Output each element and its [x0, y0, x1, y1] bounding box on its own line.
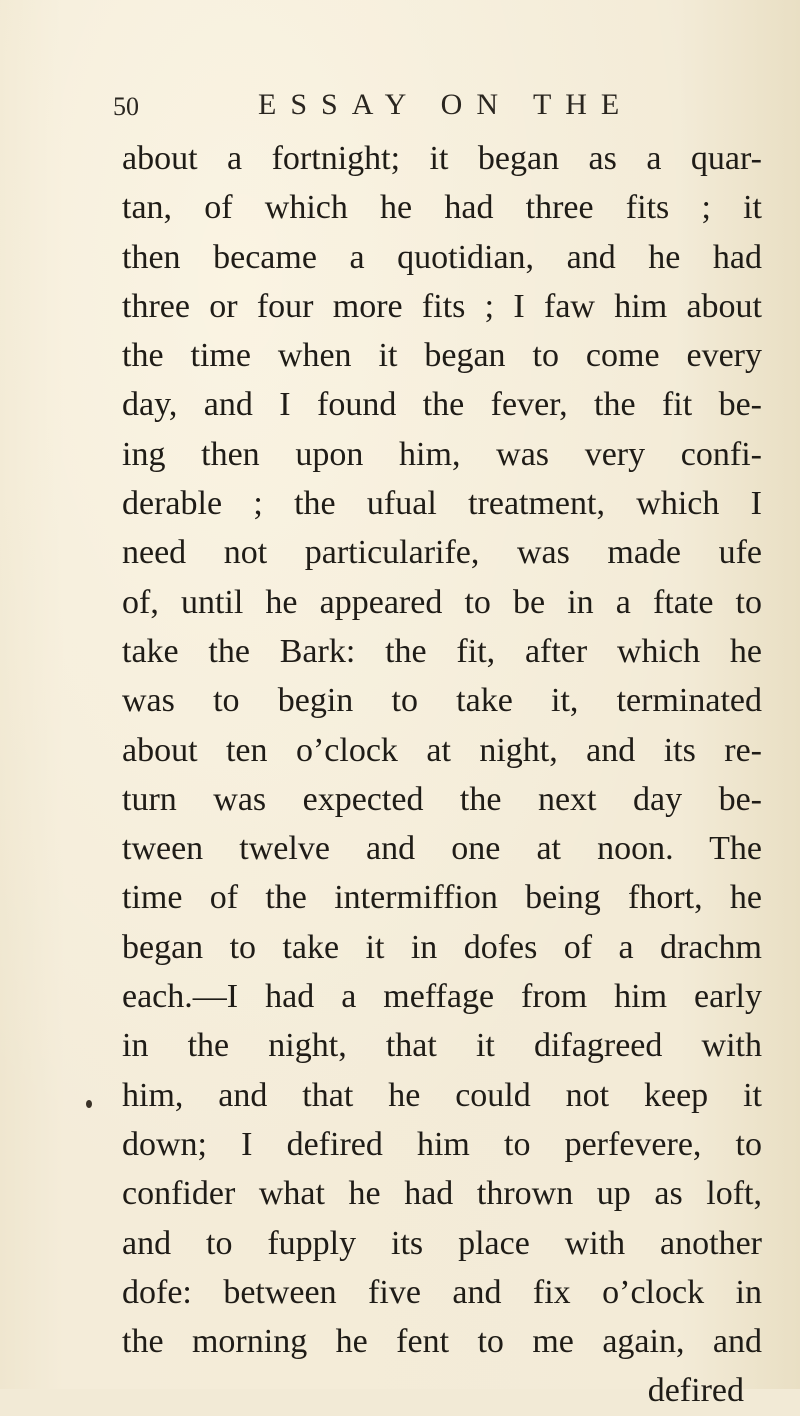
- text-line: ing then upon him, was very confi-: [122, 435, 762, 473]
- text-line: each.—I had a meffage from him early: [122, 978, 762, 1016]
- body-text: [122, 134, 762, 1416]
- text-line: three or four more fits ; I faw him about: [122, 287, 762, 325]
- text-line: time of the intermiffion being fhort, he: [122, 879, 762, 917]
- page-header: [113, 88, 740, 128]
- catchword: defired: [647, 1372, 744, 1410]
- text-line: the morning he fent to me again, and: [122, 1323, 762, 1361]
- text-line: confider what he had thrown up as loft,: [122, 1175, 762, 1213]
- text-line: him, and that he could not keep it: [122, 1076, 762, 1114]
- text-line: then became a quotidian, and he had: [122, 238, 762, 276]
- text-line: about a fortnight; it began as a quar-: [122, 140, 762, 177]
- running-head: ESSAY ON THE: [258, 88, 634, 121]
- text-line: in the night, that it difagreed with: [122, 1027, 762, 1065]
- page-number: 50: [113, 92, 139, 121]
- text-line: began to take it in dofes of a drachm: [122, 928, 762, 966]
- text-line: dofe: between five and fix o’clock in: [122, 1273, 762, 1311]
- text-line: was to begin to take it, terminated: [122, 682, 762, 720]
- text-line: down; I defired him to perfevere, to: [122, 1125, 762, 1163]
- text-line: need not particularife, was made ufe: [122, 534, 762, 572]
- text-line: of, until he appeared to be in a ftate to: [122, 583, 762, 621]
- text-line: tan, of which he had three fits ; it: [122, 189, 762, 227]
- text-line: day, and I found the fever, the fit be-: [122, 386, 762, 424]
- text-line: the time when it began to come every: [122, 337, 762, 375]
- text-line: about ten o’clock at night, and its re-: [122, 731, 762, 769]
- text-line: take the Bark: the fit, after which he: [122, 632, 762, 670]
- text-line: and to fupply its place with another: [122, 1224, 762, 1262]
- text-line: turn was expected the next day be-: [122, 780, 762, 818]
- text-line: tween twelve and one at noon. The: [122, 830, 762, 868]
- text-line: derable ; the ufual treatment, which I: [122, 485, 762, 523]
- ink-speck: [86, 1100, 92, 1108]
